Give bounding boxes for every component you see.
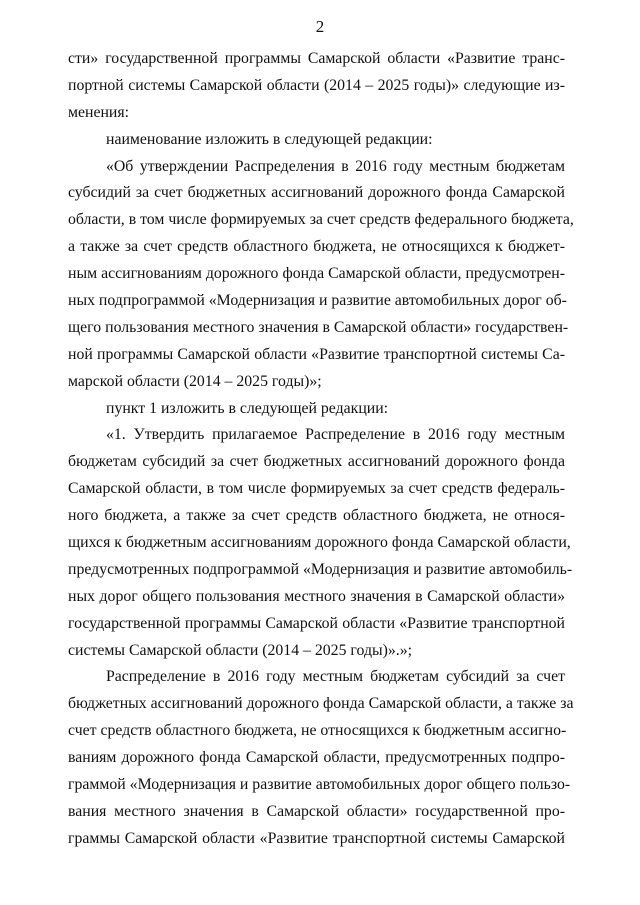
text-line: щего пользования местного значения в Самарской области» государствен- — [68, 318, 569, 336]
page-number: 2 — [315, 17, 325, 36]
text-line: предусмотренных подпрограммой «Модернизация и развитие автомобиль- — [68, 560, 573, 578]
text-line: граммы Самарской области «Развитие транспортной системы Самарской — [68, 829, 565, 847]
text-line: марской области (2014 – 2025 годы)»; — [68, 372, 322, 390]
text-line: «1. Утвердить прилагаемое Распределение в 2016 году местным — [106, 426, 565, 444]
text-line: государственной программы Самарской области «Развитие транспортной — [68, 614, 565, 632]
text-line: вания местного значения в Самарской области» государственной про- — [68, 802, 565, 820]
text-line: ных подпрограммой «Модернизация и развитие автомобильных дорог об- — [68, 292, 567, 310]
text-line: счет средств областного бюджета, не относящихся к бюджетным ассигно- — [68, 722, 567, 740]
text-line: граммой «Модернизация и развитие автомобильных дорог общего пользо- — [68, 776, 571, 794]
text-line: ваниям дорожного фонда Самарской области, предусмотренных подпро- — [68, 749, 565, 767]
text-line: субсидий за счет бюджетных ассигнований дорожного фонда Самарской — [68, 184, 565, 202]
text-line: бюджетам субсидий за счет бюджетных ассигнований дорожного фонда — [68, 453, 565, 471]
text-line: Самарской области, в том числе формируемых за счет средств федераль- — [68, 480, 565, 498]
text-line: ного бюджета, а также за счет средств областного бюджета, не относя- — [68, 507, 565, 525]
text-line: ной программы Самарской области «Развитие транспортной системы Са- — [68, 345, 565, 363]
text-line: ным ассигнованиям дорожного фонда Самарской области, предусмотрен- — [68, 265, 565, 283]
text-line: Распределение в 2016 году местным бюджетам субсидий за счет — [106, 668, 565, 686]
text-line: а также за счет средств областного бюджета, не относящихся к бюджет- — [68, 238, 565, 256]
text-line: ных дорог общего пользования местного значения в Самарской области» — [68, 587, 565, 605]
document-body — [68, 46, 574, 853]
text-line: сти» государственной программы Самарской области «Развитие транс- — [68, 50, 565, 67]
text-line: менения: — [68, 103, 130, 121]
text-line: области, в том числе формируемых за счет средств федерального бюджета, — [68, 211, 574, 229]
text-line: портной системы Самарской области (2014 – 2025 годы)» следующие из- — [68, 76, 565, 94]
text-line: щихся к бюджетным ассигнованиям дорожного фонда Самарской области, — [68, 534, 571, 552]
text-line: системы Самарской области (2014 – 2025 годы)».»; — [68, 641, 413, 659]
text-line: наименование изложить в следующей редакции: — [106, 130, 433, 148]
text-line: «Об утверждении Распределения в 2016 году местным бюджетам — [106, 157, 565, 175]
text-line: бюджетных ассигнований дорожного фонда Самарской области, а также за — [68, 695, 574, 713]
text-line: пункт 1 изложить в следующей редакции: — [106, 399, 389, 417]
